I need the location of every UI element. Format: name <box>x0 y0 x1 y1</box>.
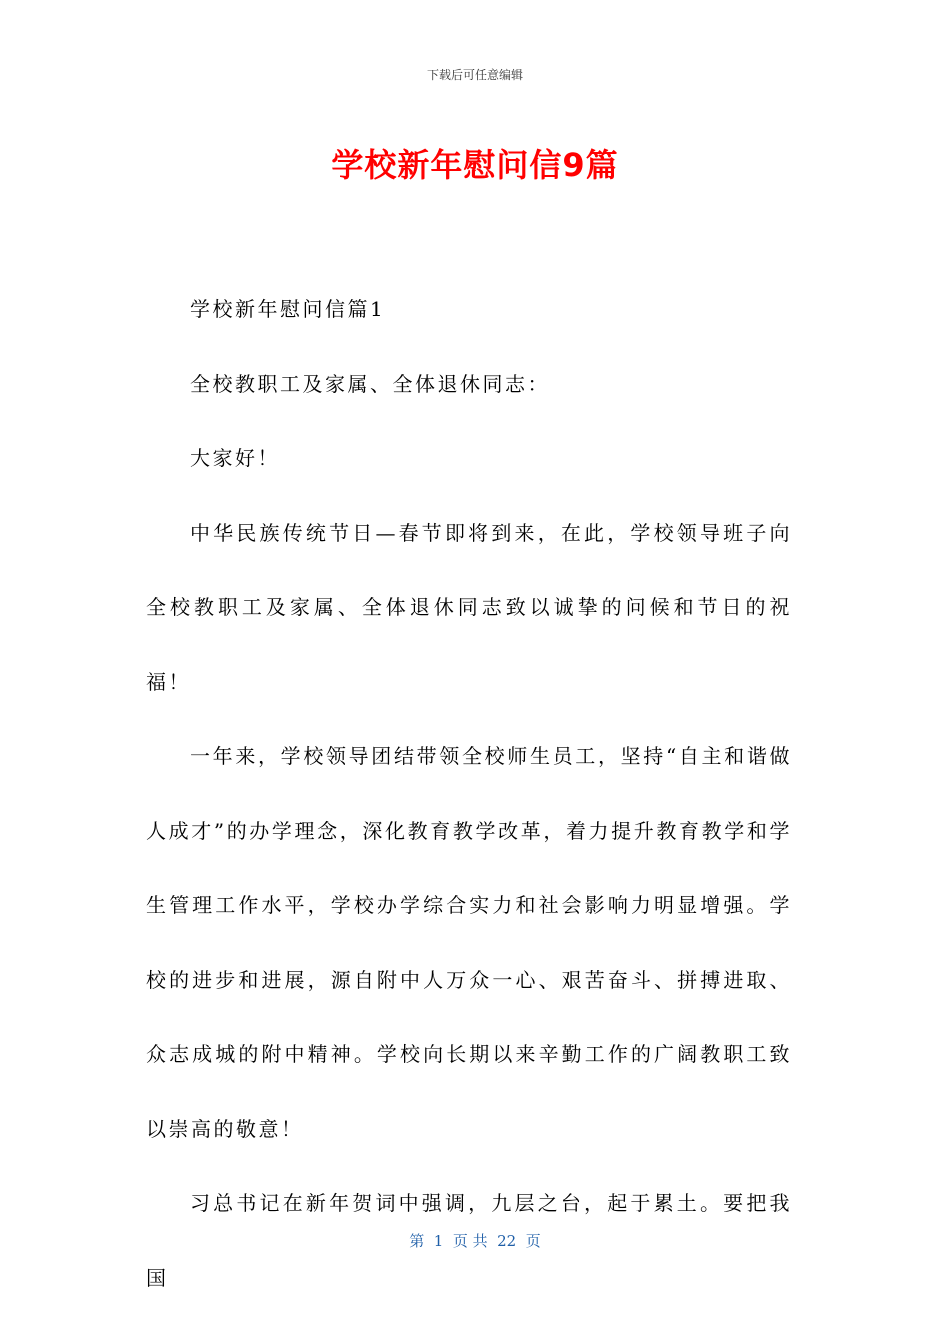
document-body <box>146 272 792 1315</box>
page-number-footer: 第 1 页 共 22 页 <box>409 1232 541 1250</box>
document-title: 学校新年慰问信9篇 <box>331 146 619 184</box>
body-paragraph: 习总书记在新年贺词中强调，九层之台，起于累土。要把我国 <box>146 1191 792 1290</box>
header-note: 下载后可任意编辑 <box>426 68 523 82</box>
greeting: 大家好！ <box>190 446 280 470</box>
body-paragraph: 中华民族传统节日—春节即将到来，在此，学校领导班子向全校教职工及家属、全体退休同志致以诚挚的问候和节日的祝福！ <box>146 520 792 694</box>
salutation: 全校教职工及家属、全体退休同志： <box>190 371 550 396</box>
body-paragraph: 一年来，学校领导团结带领全校师生员工，坚持“自主和谐做人成才”的办学理念，深化教育教学改革，着力提升教育教学和学生管理工作水平，学校办学综合实力和社会影响力明显增强。学校的进步和进展，源自附中人万众一心、艰苦奋斗、拼搏进取、众志成城的附中精神。学校向长期以来辛勤工作的广阔教职工致以崇高的敬意！ <box>146 744 792 1141</box>
section-heading: 学校新年慰问信篇1 <box>190 297 386 321</box>
